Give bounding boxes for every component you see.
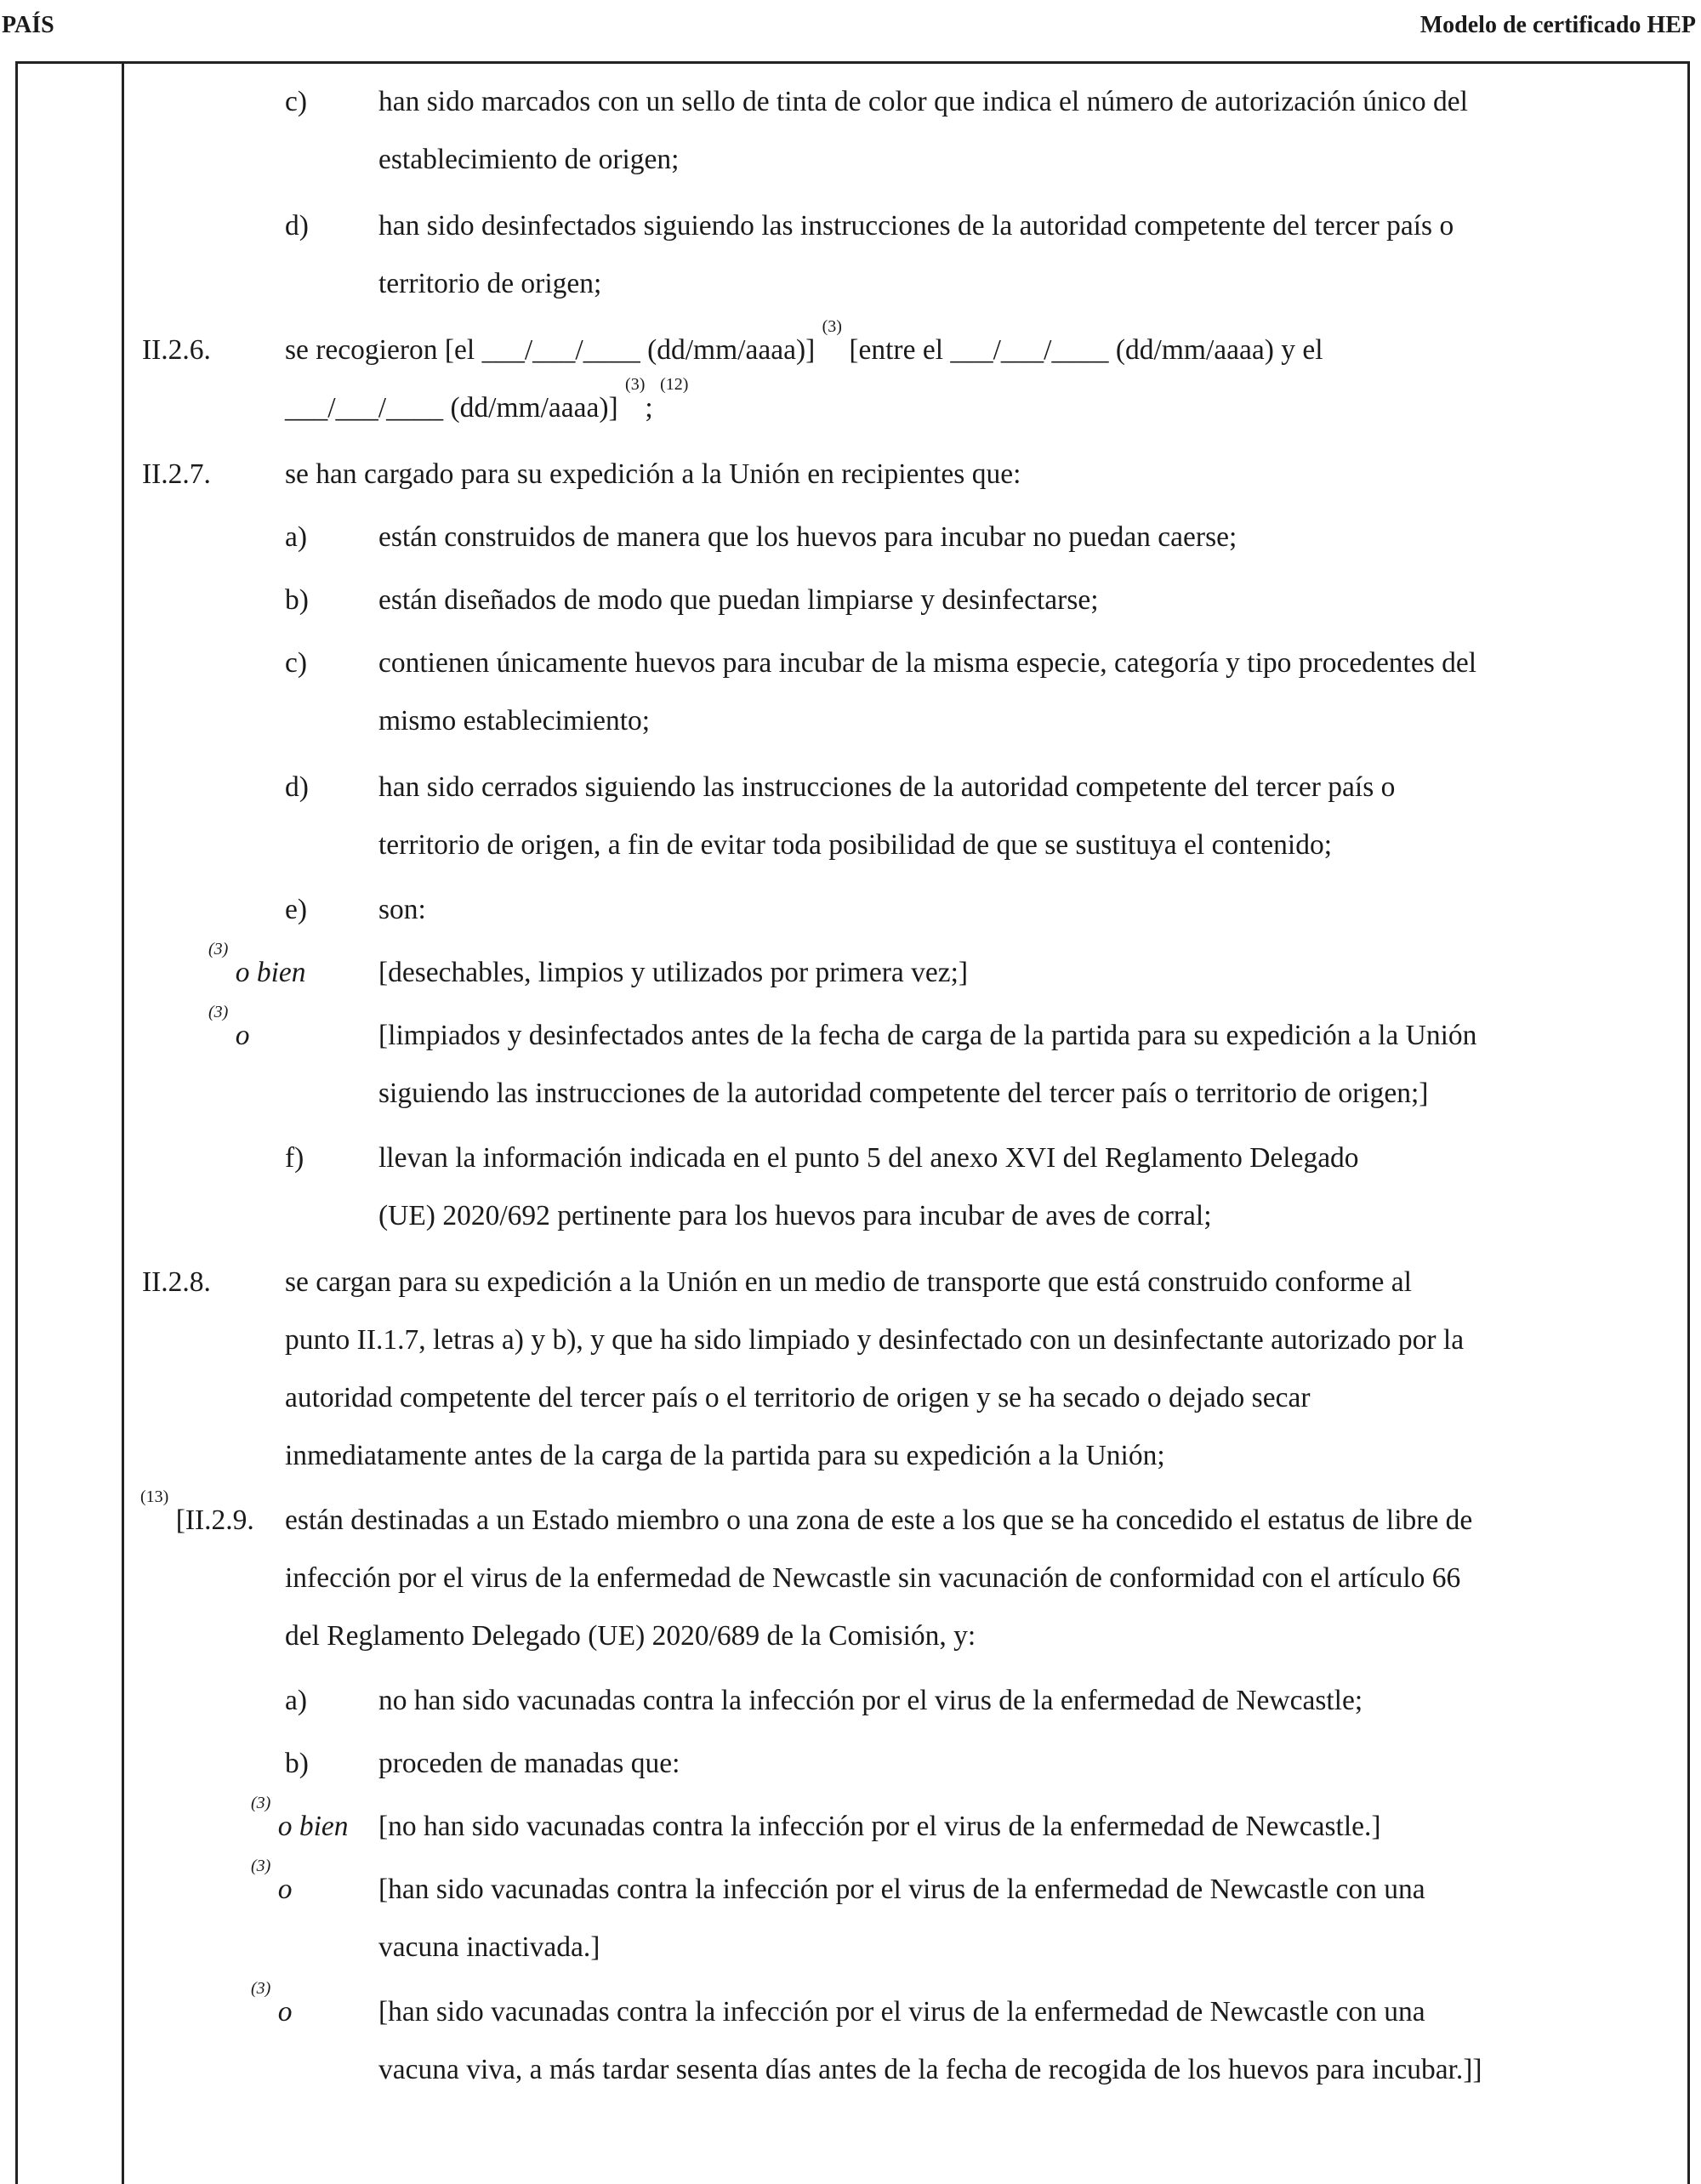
section-227-b-label: b) <box>285 584 309 616</box>
section-227-a-label: a) <box>285 521 308 553</box>
table-left-border <box>15 61 18 2184</box>
section-226-line1: se recogieron [el ___/___/____ (dd/mm/aaaa)] $^{(3)}$ [entre el ___/___/____ (dd/mm/aaaa) y el <box>285 317 1323 366</box>
section-228-line1: se cargan para su expedición a la Unión en un medio de transporte que está construido conforme al <box>285 1266 1412 1298</box>
section-227-b-text: están diseñados de modo que puedan limpiarse y desinfectarse; <box>378 584 1099 616</box>
section-227-option2-label: $^{(3)}$ o <box>208 1003 250 1051</box>
section-227-number: II.2.7. <box>142 458 211 490</box>
item-c-text-line2: establecimiento de origen; <box>378 144 680 175</box>
section-227-d-line2: territorio de origen, a fin de evitar toda posibilidad de que se sustituya el contenido; <box>378 829 1333 861</box>
item-d-text-line1: han sido desinfectados siguiendo las instrucciones de la autoridad competente del tercer país o <box>378 210 1454 242</box>
section-227-option1-text: [desechables, limpios y utilizados por primera vez;] <box>378 957 969 988</box>
table-right-border <box>1687 61 1690 2184</box>
section-227-option1-label: $^{(3)}$ o bien <box>208 940 306 988</box>
section-227-line1: se han cargado para su expedición a la Unión en recipientes que: <box>285 458 1021 490</box>
section-226-number: II.2.6. <box>142 334 211 366</box>
section-229-line3: del Reglamento Delegado (UE) 2020/689 de la Comisión, y: <box>285 1620 976 1652</box>
section-229-number: $^{(13)}$ [II.2.9. <box>140 1487 254 1536</box>
section-227-c-line1: contienen únicamente huevos para incubar de la misma especie, categoría y tipo procedentes del <box>378 647 1477 679</box>
section-227-f-line1: llevan la información indicada en el punto 5 del anexo XVI del Reglamento Delegado <box>378 1142 1359 1174</box>
section-229-line1: están destinadas a un Estado miembro o una zona de este a los que se ha concedido el estatus de libre de <box>285 1504 1473 1536</box>
section-229-option1-text: [no han sido vacunadas contra la infección por el virus de la enfermedad de Newcastle.] <box>378 1811 1381 1842</box>
section-228-line2: punto II.1.7, letras a) y b), y que ha sido limpiado y desinfectado con un desinfectante autorizado por la <box>285 1324 1465 1356</box>
section-227-a-text: están construidos de manera que los huevos para incubar no puedan caerse; <box>378 521 1237 553</box>
section-227-d-line1: han sido cerrados siguiendo las instrucciones de la autoridad competente del tercer país o <box>378 771 1396 803</box>
section-229-line2: infección por el virus de la enfermedad de Newcastle sin vacunación de conformidad con el artículo 66 <box>285 1562 1461 1594</box>
item-d-label: d) <box>285 210 309 242</box>
section-228-number: II.2.8. <box>142 1266 211 1298</box>
header-country: PAÍS <box>2 12 54 38</box>
section-229-a-label: a) <box>285 1685 308 1716</box>
section-227-c-line2: mismo establecimiento; <box>378 705 651 737</box>
section-226-line2: ___/___/____ (dd/mm/aaaa)] $^{(3)}$; $^{(12)}$ <box>285 375 689 424</box>
header-certificate-model: Modelo de certificado HEP <box>1419 12 1696 38</box>
section-229-option2-line1: [han sido vacunadas contra la infección por el virus de la enfermedad de Newcastle con una <box>378 1874 1425 1905</box>
section-229-a-text: no han sido vacunadas contra la infección por el virus de la enfermedad de Newcastle; <box>378 1685 1363 1716</box>
section-227-d-label: d) <box>285 771 309 803</box>
section-229-option3-line1: [han sido vacunadas contra la infección por el virus de la enfermedad de Newcastle con una <box>378 1996 1425 2028</box>
item-d-text-line2: territorio de origen; <box>378 268 602 299</box>
section-227-option2-line2: siguiendo las instrucciones de la autoridad competente del tercer país o territorio de origen;] <box>378 1078 1429 1109</box>
section-228-line4: inmediatamente antes de la carga de la partida para su expedición a la Unión; <box>285 1440 1165 1471</box>
section-227-e-text: son: <box>378 894 426 925</box>
item-c-text-line1: han sido marcados con un sello de tinta de color que indica el número de autorización único del <box>378 86 1468 117</box>
section-229-b-label: b) <box>285 1748 309 1779</box>
section-227-option2-line1: [limpiados y desinfectados antes de la fecha de carga de la partida para su expedición a la Unión <box>378 1020 1477 1051</box>
section-229-b-text: proceden de manadas que: <box>378 1748 680 1779</box>
section-227-c-label: c) <box>285 647 308 679</box>
section-229-option2-label: $^{(3)}$ o <box>251 1857 293 1905</box>
item-c-label: c) <box>285 86 308 117</box>
section-229-option2-line2: vacuna inactivada.] <box>378 1931 600 1963</box>
section-229-option1-label: $^{(3)}$ o bien <box>251 1794 349 1842</box>
section-227-e-label: e) <box>285 894 308 925</box>
section-227-f-label: f) <box>285 1142 304 1174</box>
table-column-divider <box>122 61 124 2184</box>
section-228-line3: autoridad competente del tercer país o el territorio de origen y se ha secado o dejado secar <box>285 1382 1311 1413</box>
section-229-option3-line2: vacuna viva, a más tardar sesenta días antes de la fecha de recogida de los huevos para incubar.]] <box>378 2054 1482 2085</box>
section-227-f-line2: (UE) 2020/692 pertinente para los huevos para incubar de aves de corral; <box>378 1200 1212 1231</box>
section-229-option3-label: $^{(3)}$ o <box>251 1979 293 2028</box>
table-top-border <box>15 61 1689 64</box>
